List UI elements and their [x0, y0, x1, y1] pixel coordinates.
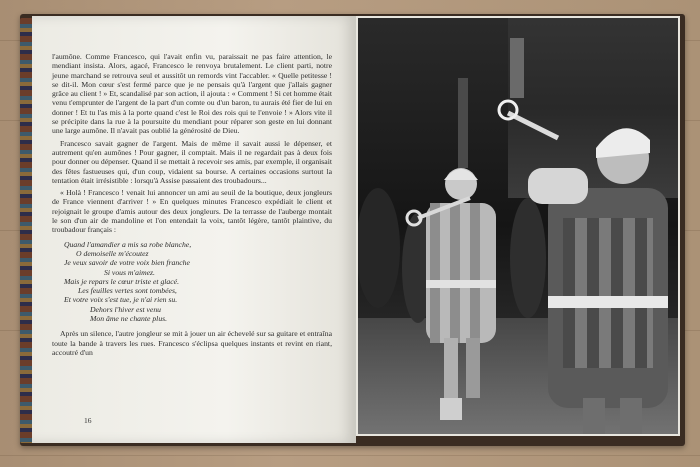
- poem-line-9: Mon âme ne chante plus.: [90, 314, 168, 324]
- poem-line-5: Mais je repars le cœur triste et glacé.: [64, 276, 180, 286]
- paragraph-2: Francesco savait gagner de l'argent. Mais de même il savait aussi le dépenser, et autrement qu'en aumônes ! Pour gagner, il comptait. Mais il ne regardait pas à deux fois pour donner ou dépenser. Quand il se mettait à recevoir ses amis, par exemple, il organisait des fêtes fastueuses qui, d'un coup, vidaient sa bourse. A certaines occasions surtout la tentation était irrésistible : lorsqu'à Assise passaient des troubadours...: [52, 138, 332, 185]
- poem-line-3: Je veux savoir de votre voix bien franche: [64, 258, 190, 268]
- poem-line-6: Les feuilles vertes sont tombées,: [78, 286, 177, 296]
- paragraph-3: « Holà ! Francesco ! venait lui annoncer un ami au seuil de la boutique, deux jongleurs de France viennent d'arriver ! » En quelques minutes Francesco expédiait le client et rejoignait le groupe d'amis autour des deux jongleurs. De la terrasse de l'auberge montait le son d'un air de mandoline et l'on entendait la voix, tantôt légère, tantôt plaintive, du troubadour français :: [52, 188, 332, 235]
- medieval-trumpeters-photo: [358, 18, 678, 434]
- poem-line-1: Quand l'amandier a mis sa robe blanche,: [64, 239, 192, 249]
- page-number: 16: [84, 416, 92, 425]
- poem: [52, 240, 332, 324]
- poem-line-2: O demoiselle m'écoutez: [76, 248, 149, 258]
- paragraph-1: l'aumône. Comme Francesco, qui l'avait enfin vu, paraissait ne pas faire attention, le mendiant insista. Alors, agacé, Francesco le renvoya brutalement. Le client parti, notre jeune marchand se retrouva seul et aussitôt un remords vint l'accabler. « Quelle petitesse ! se dit-il. Mon cœur s'est fermé parce que je ne pensais qu'à l'argent que j'allais gagner grâce au client ! » Et, scandalisé par son action, il ajouta : « Comment ! Si cet homme était venu t'emprunter de l'argent de la part d'un comte ou d'un baron, tu aurais été fier de lui en donner ! Et tu l'as mis à la porte quand c'est le Roi des rois qui te l'envoie ! » Alors vite il se précipite dans la rue à la poursuite du mendiant pour réparer son geste en lui donnant une large aumône. Il n'avait pas oublié la générosité de Dieu.: [52, 52, 332, 136]
- poem-line-8: Dehors l'hiver est venu: [90, 304, 162, 314]
- poem-line-4: Si vous m'aimez.: [104, 267, 155, 277]
- paragraph-closing: Après un silence, l'autre jongleur se mit à jouer un air échevelé sur sa guitare et entraîna toute la bande à travers les rues. Francesco s'éclipsa quelques instants et revint en riant, accoutré d'un: [52, 329, 332, 357]
- poem-line-7: Et votre voix s'est tue, je n'ai rien su.: [64, 295, 178, 305]
- left-page-text: [52, 52, 332, 360]
